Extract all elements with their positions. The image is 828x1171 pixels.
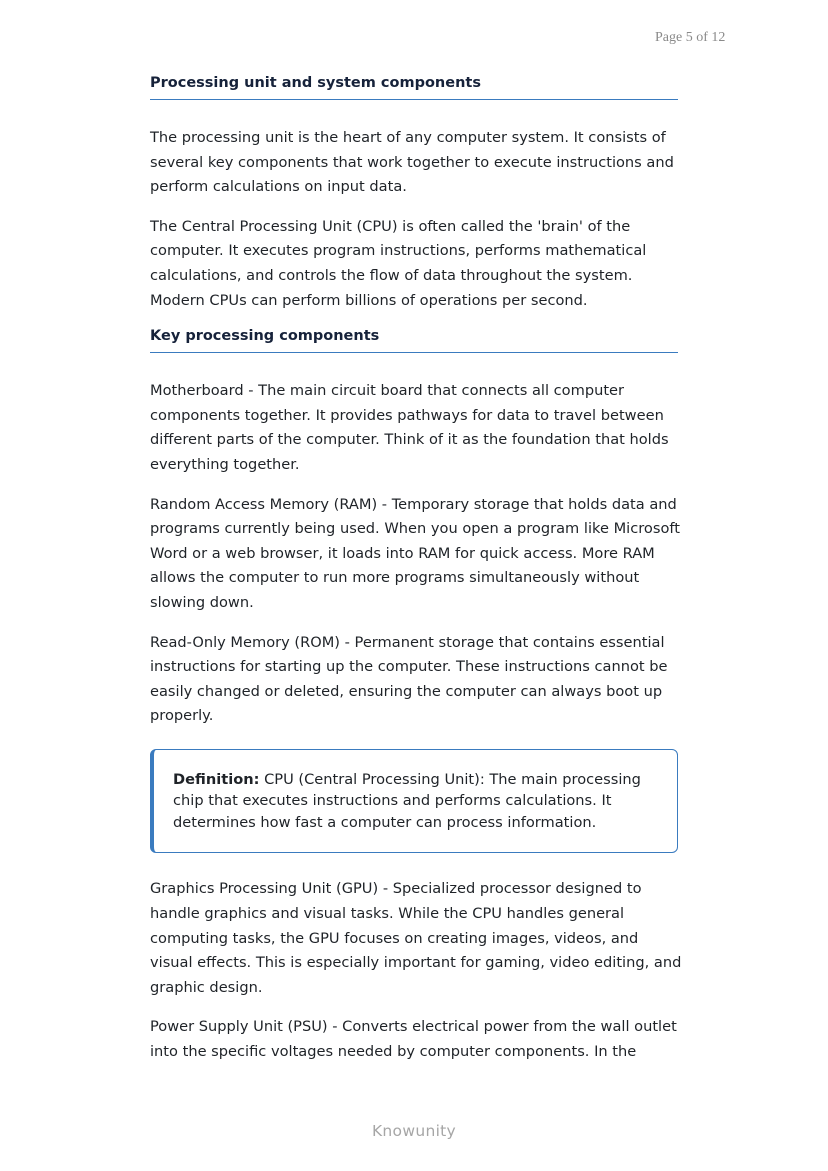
text-line: computing tasks, the GPU focuses on creating images, videos, and — [150, 929, 639, 947]
text-line: The processing unit is the heart of any computer system. It consists of — [150, 129, 666, 146]
text-line: Power Supply Unit (PSU) - Converts electrical power from the wall outlet — [150, 1018, 677, 1036]
text-line: Modern CPUs can perform billions of operations per second. — [150, 291, 588, 309]
text-line: handle graphics and visual tasks. While the CPU handles general — [150, 904, 625, 922]
paragraph-psu — [150, 1015, 678, 1064]
definition-text: CPU (Central Processing Unit): The main processing — [259, 770, 641, 788]
document-body — [150, 75, 682, 1080]
section-heading-processing-unit: Processing unit and system components — [150, 75, 678, 100]
definition-label: Definition: — [173, 770, 260, 788]
text-line: Graphics Processing Unit (GPU) - Specialized processor designed to — [150, 880, 642, 898]
text-line: The Central Processing Unit (CPU) is often called the 'brain' of the — [150, 217, 631, 235]
text-line: Motherboard - The main circuit board that connects all computer — [150, 382, 625, 400]
text-line: slowing down. — [150, 593, 254, 611]
paragraph-rom — [150, 631, 678, 729]
section-heading-key-components: Key processing components — [150, 328, 678, 353]
text-line: different parts of the computer. Think of it as the foundation that holds — [150, 431, 669, 449]
text-line: allows the computer to run more programs simultaneously without — [150, 569, 640, 587]
paragraph-gpu — [150, 877, 682, 1000]
text-line: graphic design. — [150, 978, 263, 996]
text-line: perform calculations on input data. — [150, 178, 407, 196]
text-line: into the specific voltages needed by computer components. In the — [150, 1042, 637, 1060]
paragraph-processing-intro — [150, 126, 678, 200]
text-line: Random Access Memory (RAM) - Temporary storage that holds data and — [150, 495, 677, 513]
definition-line — [173, 769, 657, 791]
text-line: programs currently being used. When you open a program like Microsoft — [150, 520, 680, 538]
definition-line: determines how fast a computer can process information. — [173, 813, 597, 831]
paragraph-cpu — [150, 215, 678, 313]
text-line: several key components that work together to execute instructions and — [150, 153, 674, 171]
text-line: computer. It executes program instructions, performs mathematical — [150, 242, 647, 260]
definition-line: chip that executes instructions and performs calculations. It — [173, 792, 612, 810]
text-line: calculations, and controls the flow of data throughout the system. — [150, 266, 633, 284]
page-number: Page 5 of 12 — [655, 30, 726, 45]
text-line: instructions for starting up the computer. These instructions cannot be — [150, 658, 668, 676]
text-line: Word or a web browser, it loads into RAM for quick access. More RAM — [150, 544, 655, 562]
definition-callout — [150, 749, 678, 854]
paragraph-motherboard — [150, 379, 678, 477]
footer-brand-watermark: Knowunity — [371, 1122, 457, 1140]
text-line: Read-Only Memory (ROM) - Permanent storage that contains essential — [150, 633, 665, 651]
text-line: everything together. — [150, 455, 300, 473]
text-line: components together. It provides pathways for data to travel between — [150, 406, 664, 424]
text-line: easily changed or deleted, ensuring the computer can always boot up — [150, 682, 663, 700]
text-line: visual effects. This is especially important for gaming, video editing, and — [150, 954, 682, 972]
text-line: properly. — [150, 707, 214, 725]
paragraph-ram — [150, 493, 678, 616]
